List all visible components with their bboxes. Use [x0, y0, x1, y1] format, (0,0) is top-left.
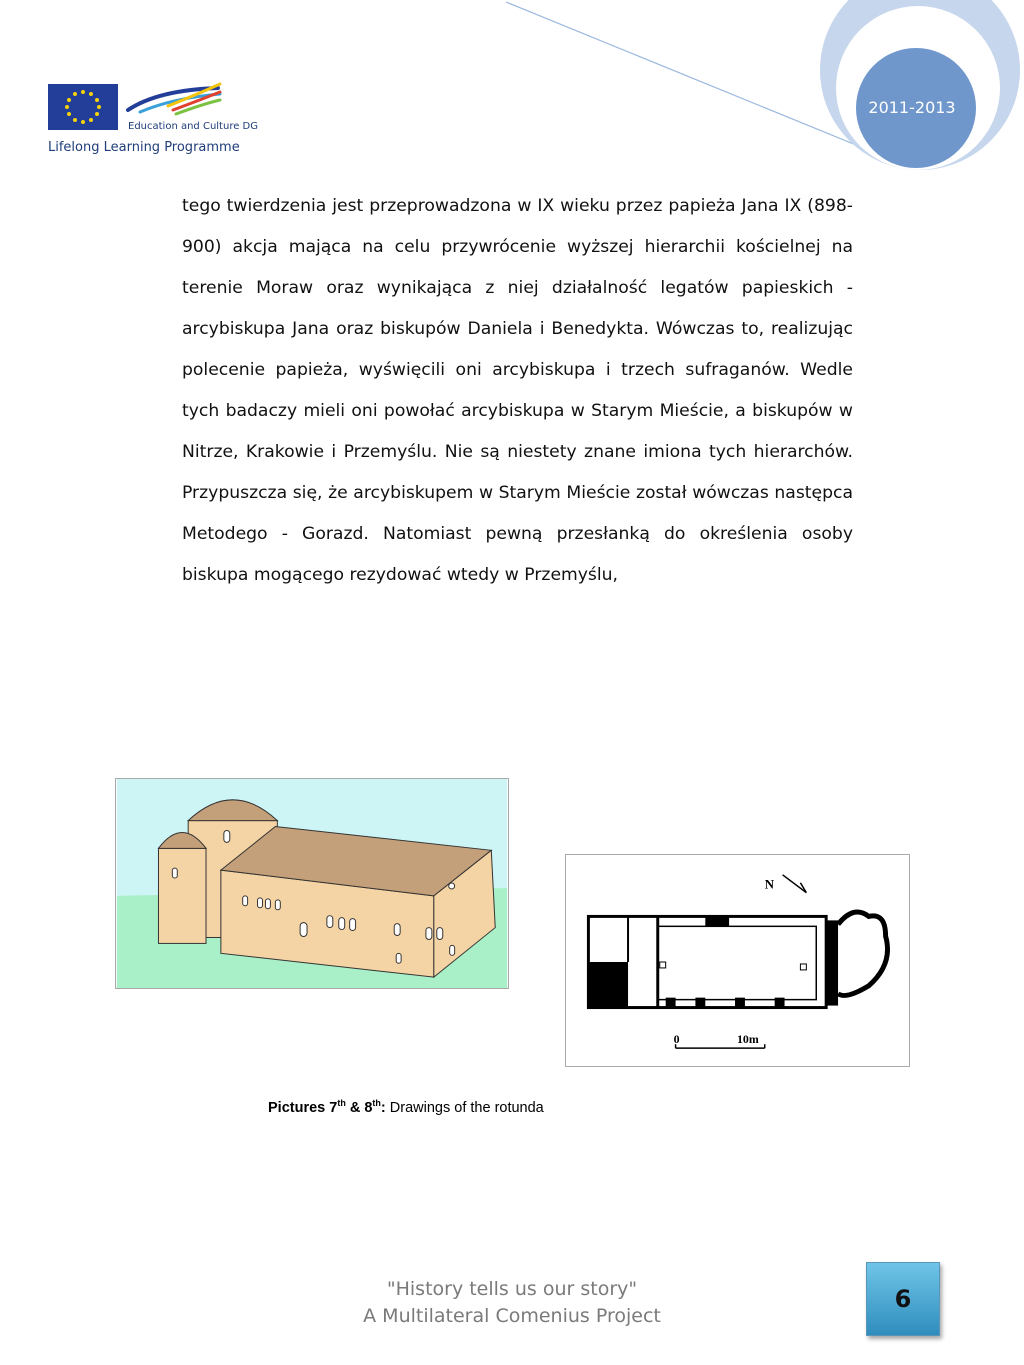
footer-line-2: A Multilateral Comenius Project	[363, 1305, 661, 1327]
llp-swoosh-icon	[128, 84, 220, 114]
north-arrow-icon	[783, 875, 807, 893]
plan-north-label: N	[764, 877, 775, 892]
page-number-badge: 6	[866, 1262, 940, 1336]
body-paragraph: tego twierdzenia jest przeprowadzona w IX wieku przez papieża Jana IX (898-900) akcja mająca na celu przywrócenie wyższej hierarchii kościelnej na terenie Moraw oraz wynikająca z niej działalność legatów papieskich - arcybiskupa Jana oraz biskupów Daniela i Benedykta. Wówczas to, realizując polecenie papieża, wyświęcili oni arcybiskupa i trzech sufraganów. Wedle tych badaczy mieli oni powołać arcybiskupa w Starym Mieście, a biskupów w Nitrze, Krakowie i Przemyślu. Nie są niestety znane imiona tych hierarchów. Przypuszcza się, że arcybiskupem w Starym Mieście został wówczas następca Metodego - Gorazd. Natomiast pewną przesłanką do określenia osoby biskupa mogącego rezydować wtedy w Przemyślu,	[182, 196, 853, 585]
rotunda-floor-plan	[565, 854, 910, 1067]
figure-caption: Pictures 7th & 8th: Drawings of the rotunda	[268, 1098, 544, 1116]
eu-flag-icon	[48, 84, 118, 130]
footer-line-1: "History tells us our story"	[386, 1278, 638, 1300]
project-years: 2011-2013	[868, 98, 956, 117]
dg-label: Education and Culture DG	[128, 121, 258, 132]
plan-scale-start: 0	[673, 1032, 680, 1047]
programme-label: Lifelong Learning Programme	[48, 140, 240, 155]
rotunda-drawing	[115, 778, 509, 989]
footer	[312, 1276, 712, 1330]
plan-scale-end: 10m	[737, 1032, 759, 1047]
